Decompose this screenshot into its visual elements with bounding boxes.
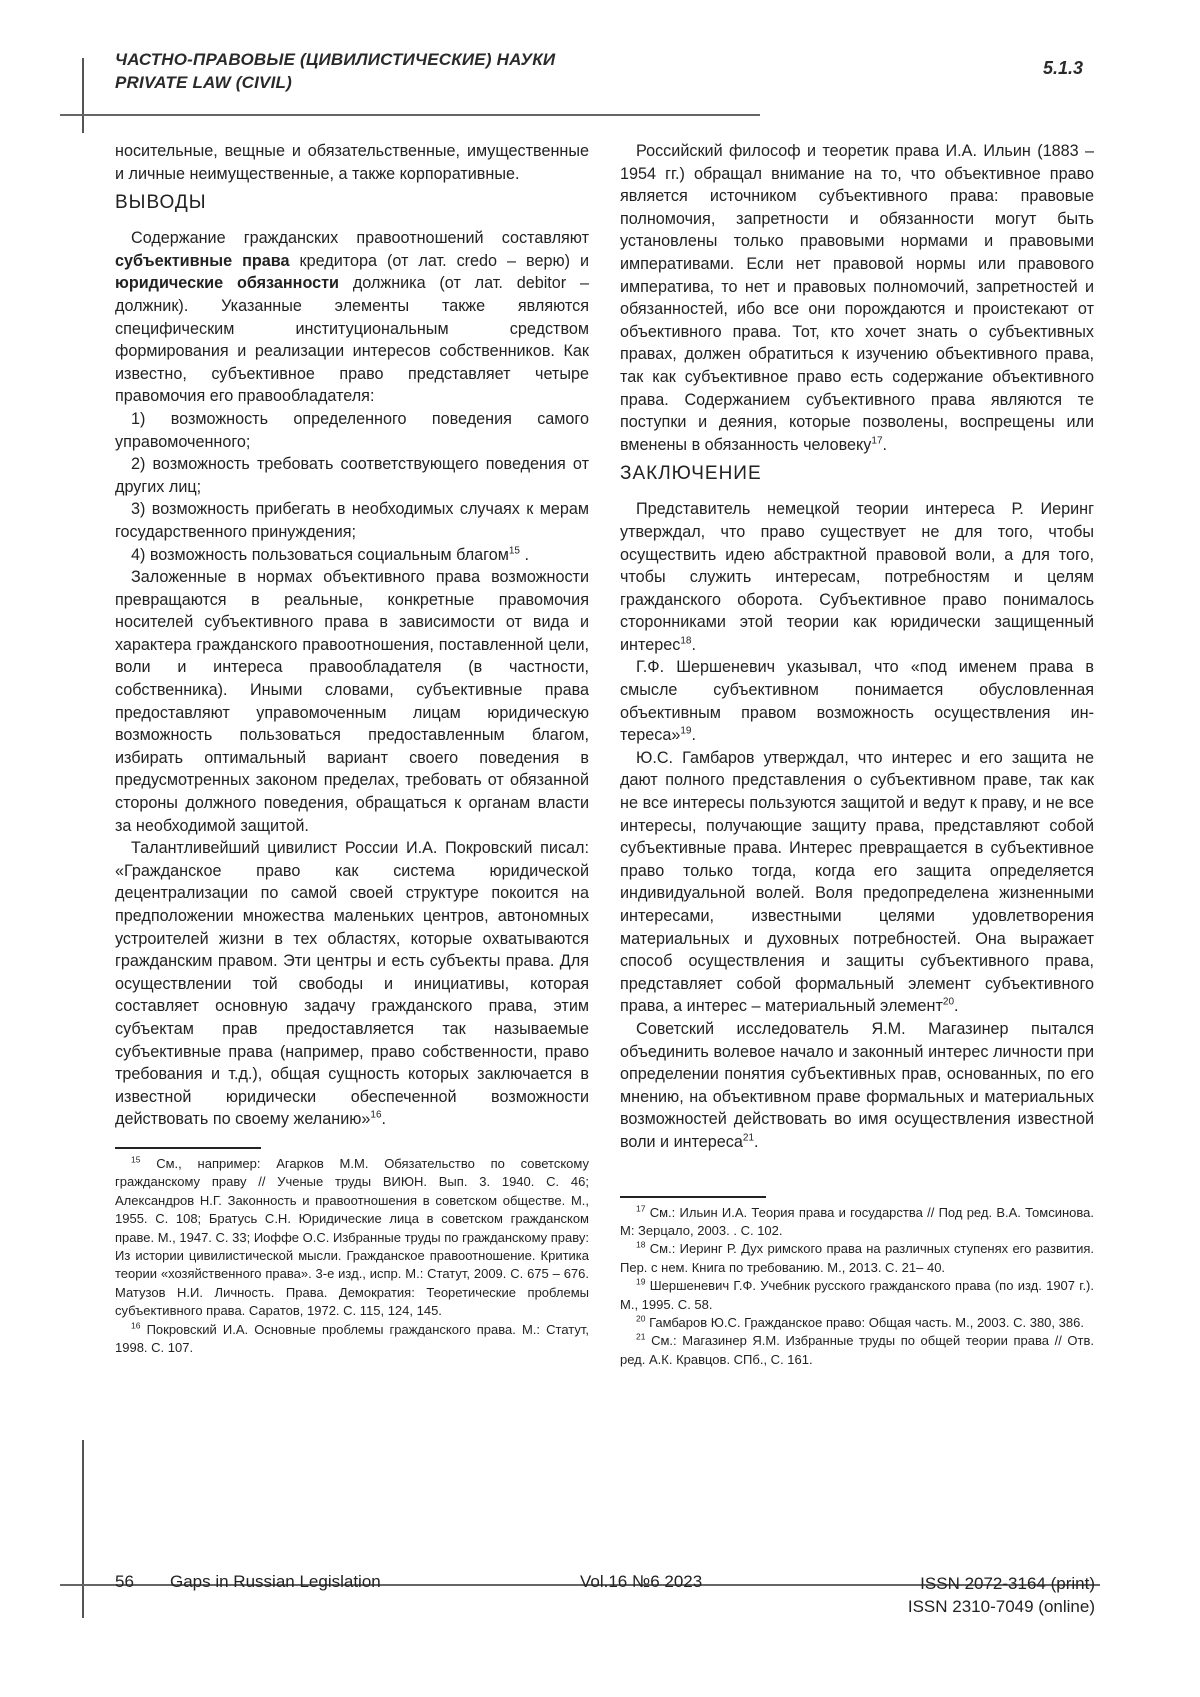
footnote-number: 19 [636, 1276, 646, 1287]
header-vertical-rule [82, 58, 84, 133]
bold-term: юридические обязанности [115, 274, 340, 293]
issue-info: Vol.16 №6 2023 [580, 1572, 703, 1591]
footnote-ref[interactable]: 17 [871, 435, 883, 447]
list-item: 3) возможность прибегать в необходимых случаях к мерам государственного принуждения; [115, 500, 589, 541]
footnote: $^{16}$ Покровский И.А. Основные проблемы гражданского права. М.: Статут, 1998. С. 107. [115, 1320, 589, 1355]
footnote: $^{19}$ Шершеневич Г.Ф. Учебник русского гражданского права (по изд. 1907 г.). М., 1995. С. 58. [620, 1276, 1094, 1312]
footnote: $^{21}$ См.: Магазинер Я.М. Избранные труды по общей теории права // Отв. ред. А.К. Кравцов. СПб., С. 161. [620, 1332, 1094, 1367]
footnotes-right [620, 1204, 1094, 1370]
footnote-ref[interactable]: 21 [742, 1132, 755, 1144]
footnote-ref[interactable]: 20 [942, 996, 955, 1008]
footnote-number: 21 [636, 1332, 646, 1343]
footnote-separator [620, 1196, 766, 1198]
footnote: $^{17}$ См.: Ильин И.А. Теория права и государства // Под ред. В.А. Томсинова. М: Зерцало, 2003. . С. 102. [620, 1203, 1094, 1238]
issn-online: ISSN 2310-7049 (online) [907, 1597, 1095, 1616]
paragraph: Талантливейший цивилист России И.А. Покровский писал: «Гражданское право как система юридической децентрализации по самой своей структуре покоится на предположении множества маленьких центров, автономных устроителей жизни в тех областях, которые охватываются гражданским правом. Эти центры и есть субъекты права. Для осуществлении той свободы и инициативы, которая составляет основную задачу гражданского права, этим субъектам прав предоставляется так называемые субъективные права (например, право собственности, право требования и т.д.), общая сущность которых заключается в известной юридически обеспеченной возможности действовать по своему желанию»$^{16}$. [115, 839, 589, 1129]
issn-print: ISSN 2072-3164 (print) [920, 1574, 1095, 1593]
footnote-ref[interactable]: 18 [680, 635, 692, 647]
paragraph: Советский исследователь Я.М. Магазинер пытался объединить волевое начало и законный интерес личности при определении понятия субъективных прав, основанных, по его мнению, на объективном праве формальных и материальных возможностей действовать во имя осуществления известной воли и интереса$^{21}$. [620, 1019, 1094, 1151]
bold-term: субъективные права [115, 251, 290, 270]
footnote-ref[interactable]: 15 [508, 545, 520, 557]
footnote: $^{20}$ Гамбаров Ю.С. Гражданское право: Общая часть. М., 2003. С. 380, 386. [636, 1313, 1084, 1330]
list-item: 4) возможность пользоваться социальным благом$^{15}$ . [131, 545, 529, 564]
header-horizontal-rule [60, 114, 760, 116]
footnote: $^{15}$ См., например: Агарков М.М. Обязательство по советскому гражданскому праву // Ученые труды ВИЮН. Вып. 3. 1940. С. 46; Александров Н.Г. Законность и правоотношения в советском обществе. М., 1955. С. 108; Братусь С.Н. Юридические лица в советском гражданском праве. М., 1947. С. 33; Иоффе О.С. Избранные труды по гражданскому праву: Из истории цивилистической мысли. Гражданское правоотношение. Критика теории «хозяйственного права». 3-е изд., испр. М.: Статут, 2009. С. 675 – 676. Матузов Н.И. Личность. Права. Демократия: Теоретические проблемы субъективного права. Саратов, 1972. С. 115, 124, 145. [115, 1154, 589, 1319]
paragraph: Заложенные в нормах объективного права возможности превращаются в реальные, конкретные правомочия носителей субъективного права в зависимости от вида и характера гражданского правоотношения, поставленной цели, воли и интереса правообладателя (в частности, собственника). Иными словами, субъективные права предоставляют управомоченным лицам юридическую возможность пользоваться предоставленным благом, избирать оптимальный вариант своего поведения в предусмотренных законом пределах, требовать от обязанной стороны должного поведения, обращаться к органам власти за необходимой защитой. [115, 568, 589, 835]
footnote-separator [115, 1147, 261, 1149]
left-column [115, 140, 589, 1357]
footnote-number: 18 [636, 1240, 646, 1251]
section-title-en: PRIVATE LAW (CIVIL) [115, 73, 292, 92]
right-column [620, 140, 1094, 1369]
section-heading-conclusions: ВЫВОДЫ [115, 192, 207, 214]
paragraph: Г.Ф. Шершеневич указывал, что «под именем права в смысле субъективном понимается обусловленная объективным правом возможность осуществления интереса»$^{19}$. [620, 658, 1094, 745]
paragraph: Представитель немецкой теории интереса Р. Иеринг утверждал, что право существует не для того, чтобы осуществить идею абстрактной правовой воли, а для того, чтобы служить интересам, потребностям и целям гражданского оборота. Субъективное право понималось сторонниками этой теории как юридически защищенный интерес$^{18}$. [620, 500, 1094, 654]
footnote-number: 17 [636, 1203, 646, 1214]
journal-name: Gaps in Russian Legislation [170, 1572, 381, 1591]
paragraph: Российский философ и теоретик права И.А. Ильин (1883 – 1954 гг.) обращал внимание на то, что объективное право является источником субъективного права: правовые полномочия, запретности и обязанности могут быть установлены только правовыми нормами и правовыми императивами. Если нет правовой нормы или правового императива, то нет и правовых полномочий, запретностей и обязанностей, ибо все они порождаются и проистекают от объективного права. Тот, кто хочет знать о субъективных правах, должен обратиться к изучению объективного права, так как субъективное право есть содержание объективного права. Содержанием субъективного права являются те поступки и деяния, которые позволены, воспрещены или вменены в обязанность человеку$^{17}$. [620, 142, 1094, 454]
page-number: 56 [115, 1572, 134, 1591]
footnote-ref[interactable]: 16 [370, 1109, 382, 1121]
footnote-number: 15 [131, 1154, 141, 1165]
footnote: $^{18}$ См.: Иеринг Р. Дух римского права на различных ступенях его развития. Пер. с нем. Книга по требованию. М., 2013. С. 21– 40. [620, 1240, 1094, 1275]
footnote-number: 20 [636, 1313, 646, 1324]
footer-vertical-rule [82, 1440, 84, 1618]
running-header [115, 48, 555, 94]
section-heading-conclusion: ЗАКЛЮЧЕНИЕ [620, 463, 762, 485]
paragraph: Содержание гражданских правоотношений составляют субъективные права кредитора (от лат. credo – верю) и юридические обязанности должника (от лат. debitor – должник). Указанные элементы также являются специфическим институциональным средством формирования и реализации интересов собственников. Как известно, субъективное право представляет четыре правомочия его правообладателя: [115, 229, 590, 406]
section-title-ru: ЧАСТНО-ПРАВОВЫЕ (ЦИВИЛИСТИЧЕСКИЕ) НАУКИ [115, 50, 556, 69]
paragraph: Ю.С. Гамбаров утверждал, что интерес и его защита не дают полного представления о субъективном праве, так как не все интересы пользуются защитой и ведут к праву, и не все интересы, получающие защиту права, представляют собой субъективные права. Интерес превращается в субъективное право только тогда, когда его защита определяется индивидуальной волей. Воля предопределена жизненными интересами, известными целями удовлетворения материальных и духовных потребностей. Она выражает способ осуществления и защиты субъективного права, представляет собой формальный элемент субъективного права, а интерес – материальный элемент$^{20}$. [620, 748, 1094, 1016]
footnotes-left [115, 1155, 589, 1357]
paragraph: носительные, вещные и обязательственные, имущественные и личные неимущественные, а также корпоративные. [115, 142, 589, 183]
list-item: 2) возможность требовать соответствующего поведения от других лиц; [115, 455, 589, 496]
list-item: 1) возможность определенного поведения самого управомоченного; [115, 409, 589, 451]
specialty-code: 5.1.3 [1043, 58, 1084, 78]
footnote-ref[interactable]: 19 [680, 725, 692, 737]
footnote-number: 16 [131, 1320, 141, 1331]
issn-block [908, 1572, 1095, 1618]
